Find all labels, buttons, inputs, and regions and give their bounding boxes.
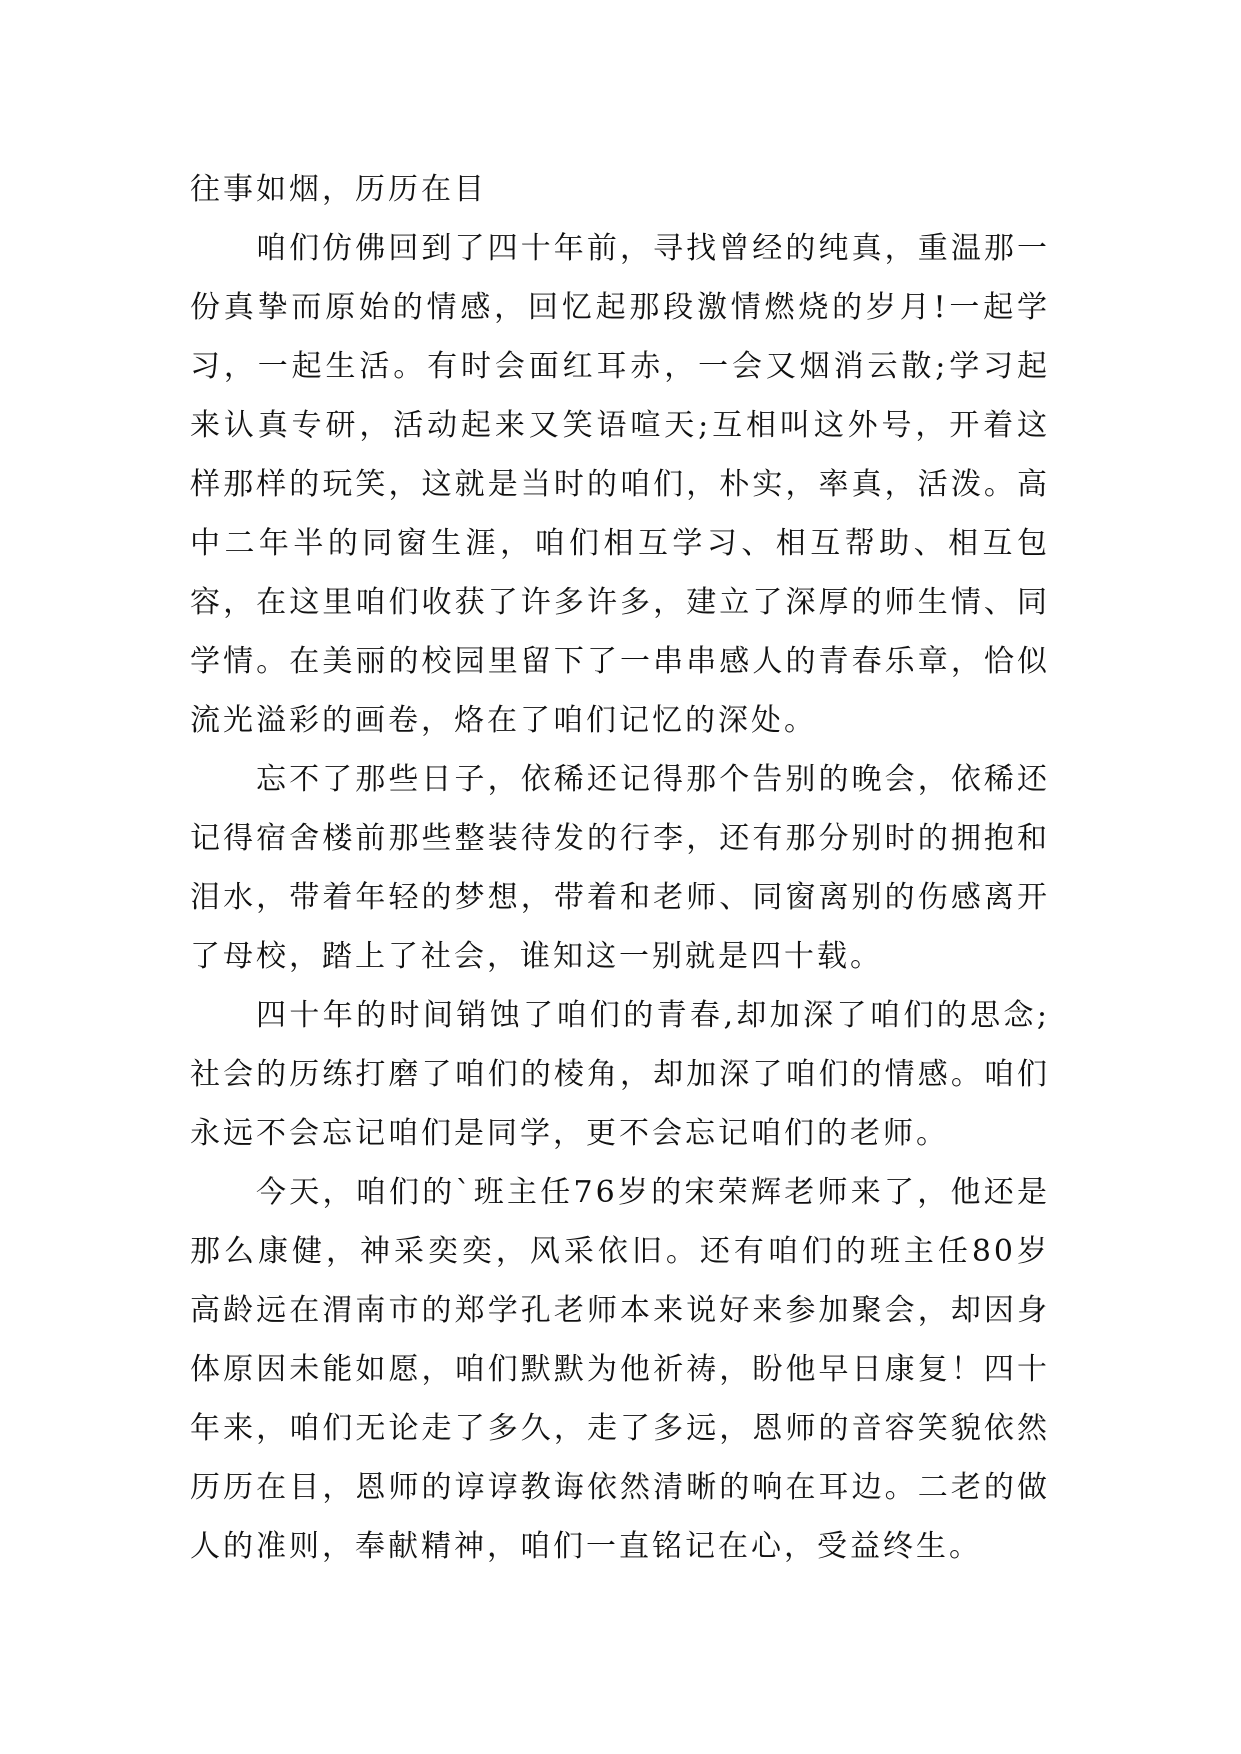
paragraph-4: 今天，咱们的`班主任76岁的宋荣辉老师来了，他还是那么康健，神采奕奕，风采依旧。还有咱们的班主任80岁高龄远在渭南市的郑学孔老师本来说好来参加聚会，却因身体原因未能如愿，咱们默默为他祈祷，盼他早日康复！四十年来，咱们无论走了多久，走了多远，恩师的音容笑貌依然历历在目，恩师的谆谆教诲依然清晰的响在耳边。二老的做人的准则，奉献精神，咱们一直铭记在心，受益终生。 (190, 1175, 1050, 1564)
paragraph-3: 四十年的时间销蚀了咱们的青春,却加深了咱们的思念;社会的历练打磨了咱们的棱角，却加深了咱们的情感。咱们永远不会忘记咱们是同学，更不会忘记咱们的老师。 (190, 998, 1050, 1151)
document-heading: 往事如烟，历历在目 (190, 172, 487, 207)
paragraph-2: 忘不了那些日子，依稀还记得那个告别的晚会，依稀还记得宿舍楼前那些整装待发的行李，还有那分别时的拥抱和泪水，带着年轻的梦想，带着和老师、同窗离别的伤感离开了母校，踏上了社会，谁知这一别就是四十载。 (190, 762, 1050, 974)
paragraph-1: 咱们仿佛回到了四十年前，寻找曾经的纯真，重温那一份真挚而原始的情感，回忆起那段激情燃烧的岁月!一起学习，一起生活。有时会面红耳赤，一会又烟消云散;学习起来认真专研，活动起来又笑语喧天;互相叫这外号，开着这样那样的玩笑，这就是当时的咱们，朴实，率真，活泼。高中二年半的同窗生涯，咱们相互学习、相互帮助、相互包容，在这里咱们收获了许多许多，建立了深厚的师生情、同学情。在美丽的校园里留下了一串串感人的青春乐章，恰似流光溢彩的画卷，烙在了咱们记忆的深处。 (190, 231, 1050, 738)
document-body (190, 160, 1050, 1576)
